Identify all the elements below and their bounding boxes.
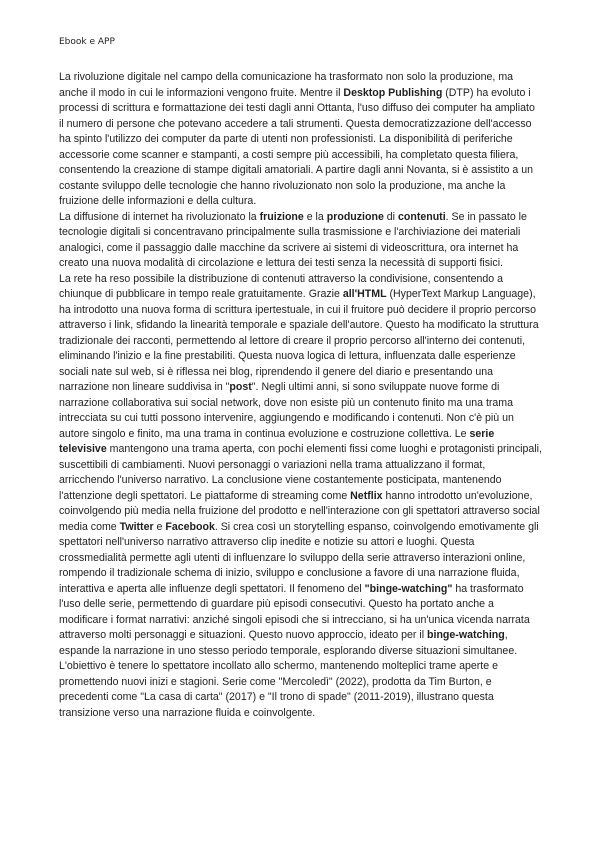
text-run: . Se in passato le tecnologie digitali si concentravano principalmente sulla trasmissione e l'archiviazione dei materiali analogici, come il passaggio dalle macchine da scrivere ai sistemi di videoscrittura, ora internet ha creato una nuova modalità di circolazione e lettura dei testi senza la necessità di supporti fisici. <box>59 210 527 269</box>
bold-term: Desktop Publishing <box>343 86 443 99</box>
bold-term: fruizione <box>259 210 304 223</box>
text-run: (HyperText Markup Language), ha introdotto una nuova forma di scrittura ipertestuale, in cui il fruitore può decidere il proprio percorso attraverso i link, sfidando la linearità temporale e spaziale dell'autore. Questo ha modificato la struttura tradizionale dei racconti, permettendo al lettore di creare il proprio percorso all'interno dei contenuti, eliminando l'inizio e la fine prestabiliti. Questa nuova logica di lettura, influenzata dalle esperienze sociali nate sul web, si è riflessa nei blog, riprendendo il genere del diario e presentando una narrazione non lineare suddivisa in " <box>59 288 539 393</box>
bold-term: all'HTML <box>342 288 387 300</box>
text-run: ". Negli ultimi anni, si sono sviluppate nuove forme di narrazione collaborativa sui social network, dove non esiste più un contenuto finito ma una trama intrecciata su cui tutti possono intervenire, aggiungendo e modificando i contenuti. Non c'è più un autore singolo e finito, ma una trama in continua evoluzione e costruzione collettiva. Le <box>59 381 514 440</box>
bold-term: produzione <box>326 210 384 223</box>
bold-term: serie televisive <box>59 427 495 455</box>
text-run: La rete ha reso possibile la distribuzione di contenuti attraverso la condivisione, consentendo a chiunque di pubblicare in tempo reale gratuitamente. Grazie <box>59 272 504 300</box>
text-run: mantengono una trama aperta, con pochi elementi fissi come luoghi e protagonisti principali, suscettibili di cambiamenti. Nuovi personaggi o variazioni nella trama attualizzano il format, arricchendo l'universo narrativo. La conclusione viene costantemente posticipata, mantenendo l'attenzione degli spettatori. Le piattaforme di streaming come <box>59 443 542 502</box>
text-run: La rivoluzione digitale nel campo della comunicazione ha trasformato non solo la produzione, ma anche il modo in cui le informazioni vengono fruite. Mentre il <box>59 71 514 99</box>
bold-term: "binge-watching" <box>364 582 453 595</box>
bold-term: Facebook <box>165 520 215 533</box>
paragraph-2 <box>59 210 542 272</box>
paragraph-3 <box>59 272 542 722</box>
text-run: (DTP) ha evoluto i processi di scrittura e formattazione dei testi dagli anni Ottanta, l'uso diffuso dei computer ha ampliato il numero di persone che potevano accedere a tali strumenti. Questa democratizzazione dell'accesso ha spinto l'utilizzo dei computer da parte di utenti non professionisti. La disponibilità di periferiche accessorie come scanner e stampanti, a costi sempre più accessibili, ha completato questa filiera, consentendo la creazione di stampe digitali amatoriali. A partire dagli anni Novanta, si è assistito a un costante sviluppo delle tecnologie che hanno rivoluzionato non solo la produzione, ma anche la fruizione delle informazioni e della cultura. <box>59 86 535 207</box>
page-header: Ebook e APP <box>59 37 115 47</box>
bold-term: binge-watching <box>427 629 505 641</box>
text-run: e la <box>303 210 327 223</box>
text-run: e <box>153 520 166 533</box>
text-run: di <box>383 210 398 223</box>
text-run: La diffusione di internet ha rivoluzionato la <box>59 210 260 223</box>
text-run: , espande la narrazione in uno stesso periodo temporale, esplorando diverse situazioni simultanee. L'obiettivo è tenere lo spettatore incollato allo schermo, mantenendo molteplici trame aperte e promettendo nuovi inizi e stagioni. Serie come "Mercoledì" (2022), prodotta da Tim Burton, e precedenti come "La casa di carta" (2017) e "Il trono di spade" (2011-2019), illustrano questa transizione verso una narrazione fluida e coinvolgente. <box>59 629 518 719</box>
text-run: ha trasformato l'uso delle serie, permettendo di guardare più episodi consecutivi. Questo ha portato anche a modificare i format narrativi: anziché singoli episodi che si intrecciano, si ha un'unica vicenda narrata attraverso molti personaggi e situazioni. Questo nuovo approccio, ideato per il <box>59 582 530 641</box>
paragraph-1 <box>59 70 542 210</box>
bold-term: contenuti <box>397 210 446 223</box>
bold-term: post <box>229 381 252 393</box>
text-run: hanno introdotto un'evoluzione, coinvolgendo più media nella fruizione del prodotto e nell'interazione con gli spettatori attraverso social media come <box>59 489 540 533</box>
bold-term: Netflix <box>350 489 383 502</box>
bold-term: Twitter <box>119 520 154 533</box>
document-body <box>59 70 542 721</box>
text-run: . Si crea così un storytelling espanso, coinvolgendo emotivamente gli spettatori nell'universo narrativo attraverso clip inedite e notizie su attori e luoghi. Questa crossmedialità permette agli utenti di influenzare lo sviluppo della serie attraverso interazioni online, rompendo il tradizionale schema di inizio, sviluppo e conclusione a favore di una narrazione fluida, interattiva e aperta alle influenze degli spettatori. Il fenomeno del <box>59 520 539 595</box>
